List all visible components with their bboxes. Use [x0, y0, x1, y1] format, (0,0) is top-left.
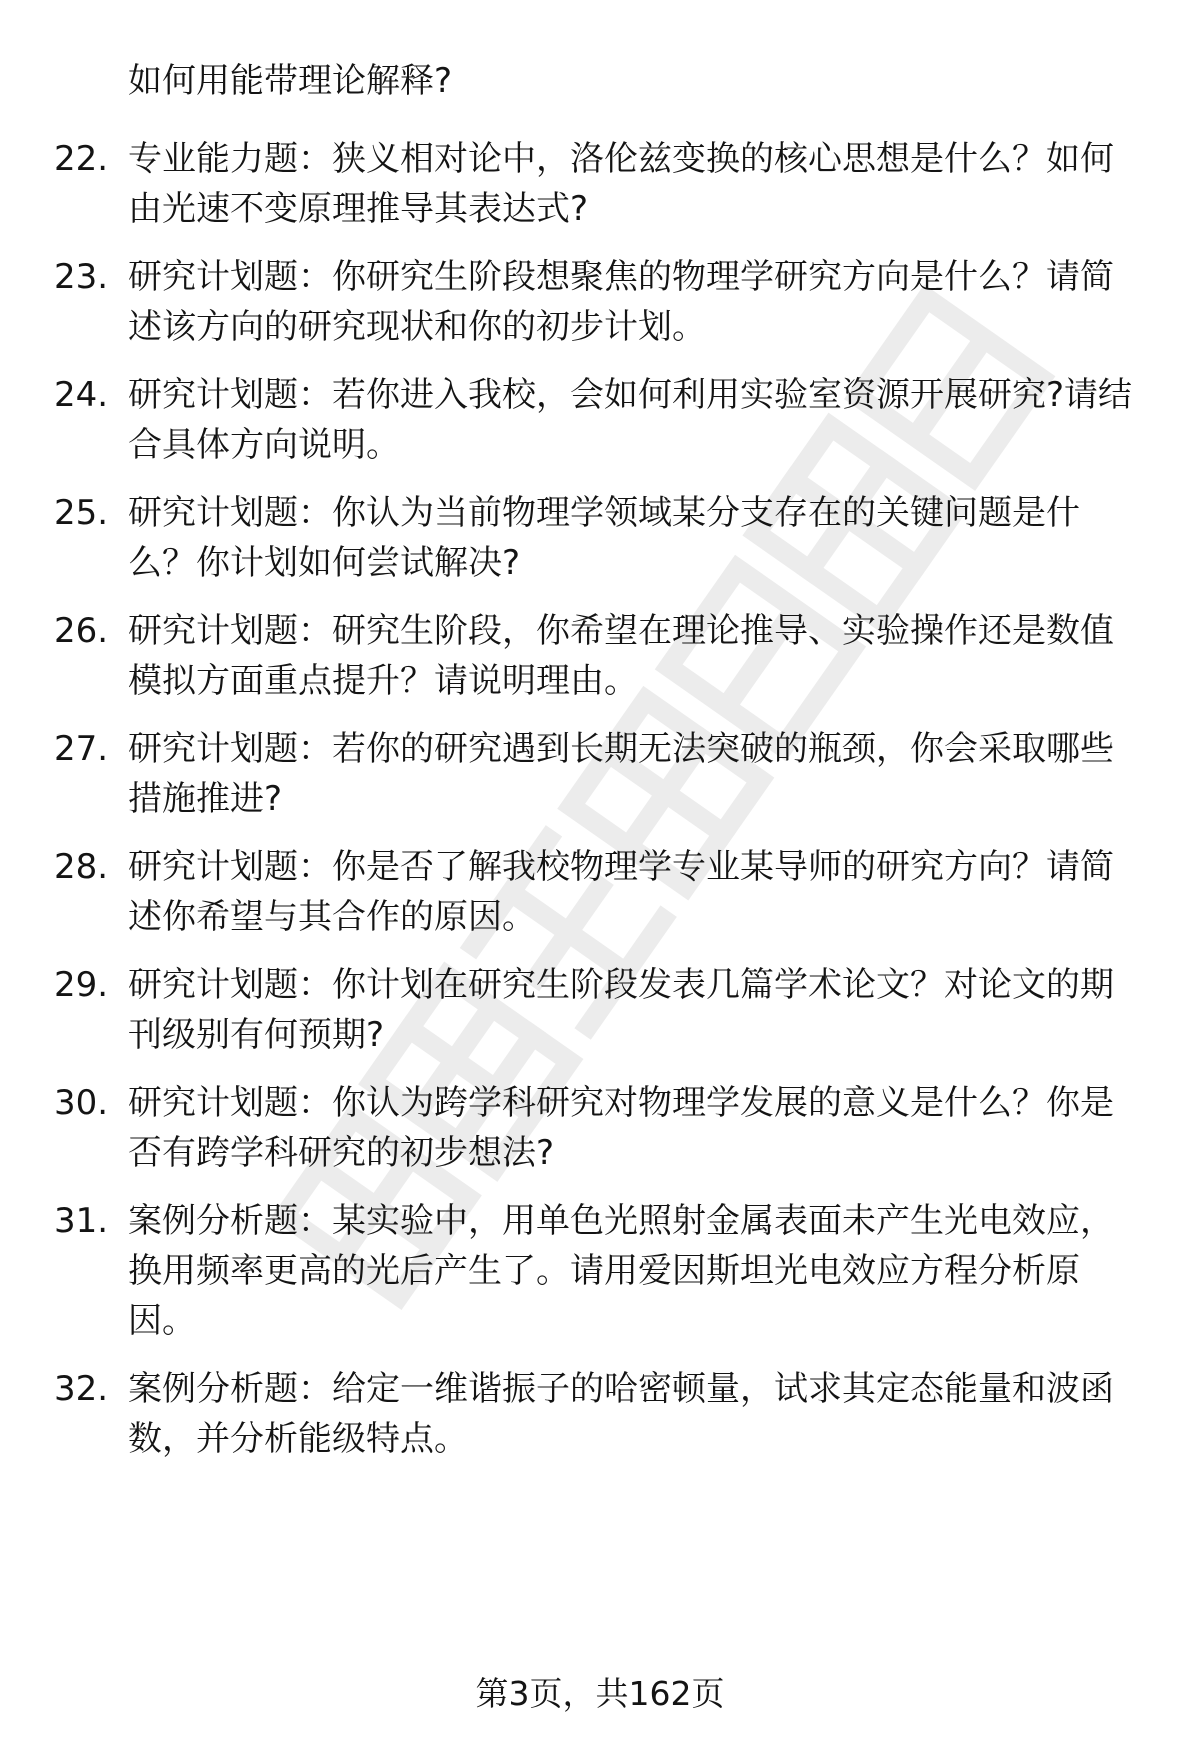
- question-number: 22.: [54, 139, 109, 179]
- question-text: 案例分析题：给定一维谐振子的哈密顿量，试求其定态能量和波函数，并分析能级特点。: [128, 1369, 1114, 1459]
- page-footer: 第3页，共162页: [475, 1674, 725, 1713]
- question-text: 研究计划题：你是否了解我校物理学专业某导师的研究方向？请简述你希望与其合作的原因。: [128, 847, 1114, 937]
- question-number: 31.: [54, 1201, 109, 1241]
- question-number: 24.: [54, 375, 109, 415]
- question-number: 32.: [54, 1369, 109, 1409]
- question-text: 专业能力题：狭义相对论中，洛伦兹变换的核心思想是什么？如何由光速不变原理推导其表达式?: [128, 139, 1114, 229]
- question-number: 29.: [54, 965, 109, 1005]
- question-text: 研究计划题：你认为当前物理学领域某分支存在的关键问题是什么？你计划如何尝试解决?: [128, 493, 1080, 583]
- question-text: 研究计划题：若你进入我校，会如何利用实验室资源开展研究?请结合具体方向说明。: [128, 375, 1133, 465]
- question-number: 25.: [54, 493, 109, 533]
- question-number: 28.: [54, 847, 109, 887]
- question-number: 30.: [54, 1083, 109, 1123]
- question-text: 案例分析题：某实验中，用单色光照射金属表面未产生光电效应，换用频率更高的光后产生了。请用爱因斯坦光电效应方程分析原因。: [128, 1201, 1114, 1341]
- question-number: 26.: [54, 611, 109, 651]
- question-text: 研究计划题：你认为跨学科研究对物理学发展的意义是什么？你是否有跨学科研究的初步想法?: [128, 1083, 1114, 1173]
- question-text: 研究计划题：若你的研究遇到长期无法突破的瓶颈，你会采取哪些措施推进?: [128, 729, 1114, 819]
- question-number: 23.: [54, 257, 109, 297]
- question-21-continuation: 如何用能带理论解释?: [128, 61, 453, 101]
- question-text: 研究计划题：研究生阶段，你希望在理论推导、实验操作还是数值模拟方面重点提升？请说明理由。: [128, 611, 1114, 701]
- question-text: 研究计划题：你研究生阶段想聚焦的物理学研究方向是什么？请简述该方向的研究现状和你的初步计划。: [128, 257, 1114, 347]
- question-text: 研究计划题：你计划在研究生阶段发表几篇学术论文？对论文的期刊级别有何预期?: [128, 965, 1114, 1055]
- question-number: 27.: [54, 729, 109, 769]
